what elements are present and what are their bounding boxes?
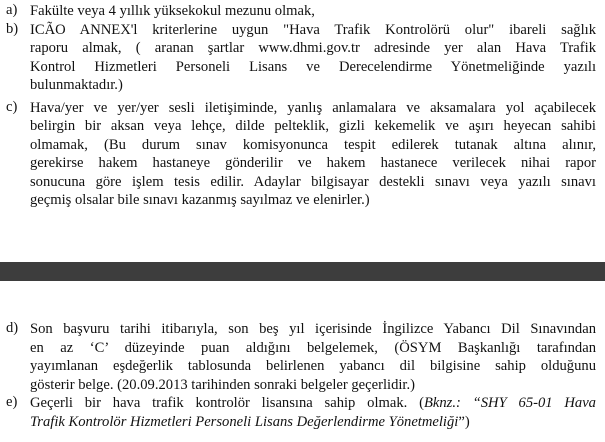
list-item-a [6,2,596,21]
item-marker: b) [6,20,19,37]
item-text-line: en az ‘C’ düzeyinde puan aldığını belgelemek, (ÖSYM Başkanlığı tarafından [30,339,596,356]
item-marker: c) [6,98,18,115]
list-item-c [6,99,596,210]
item-text-line: Son başvuru tarihi itibarıyla, son beş yıl içerisinde İngilizce Yabancı Dil Sınavından [30,321,596,337]
item-text-line: sonucuna göre işlem tesis edilir. Adaylar bilgisayar destekli sınavı veya yazılı sınavı [30,173,596,190]
requirements-list-bottom [6,320,596,431]
item-text-line [30,394,596,413]
item-text-line: Fakülte veya 4 yıllık yüksekokul mezunu olmak, [30,3,315,19]
item-text-line: gerekirse hakem hastaneye gönderilir ve hakem hastanece verilecek nihai rapor [30,155,596,171]
item-marker: d) [6,320,19,336]
item-text-line: Hava/yer ve yer/yer sesli iletişiminde, yanlış anlamalara ve aksamalara yol açabilecek [30,99,596,116]
item-text-line: yayımlanan eşdeğerlik tablosunda belirlenen yabancı dil bilgisine sahip olduğunu [30,358,596,374]
item-text-line: olmamak, (Bu durum sınav komisyonunca tespit edilerek tutanak altına alınır, [30,136,596,153]
item-text-line: Kontrol Hizmetleri Personeli Lisans ve Derecelendirme Yönetmeliğinde yazılı [30,58,596,75]
item-text-line: bulunmaktadır.) [30,77,123,93]
item-text-line: gösterir belge. (20.09.2013 tarihinden sonraki belgeler geçerlidir.) [30,376,415,393]
item-text-line [30,413,596,432]
item-marker: e) [6,394,18,410]
item-text-line: ICÃO ANNEX'l kriterlerine uygun "Hava Trafik Kontrolörü olur" ibareli sağlık [30,21,596,38]
item-text-italic: Bknz.: “SHY 65-01 Hava [423,395,596,411]
item-text-normal: ”) [458,413,470,430]
item-text-line: raporu almak, ( aranan şartlar www.dhmi.gov.tr adresinde yer alan Hava Trafik [30,40,596,56]
item-text-italic: Trafik Kontrolör Hizmetleri Personeli Lisans Değerlendirme Yönetmeliği [30,413,459,430]
requirements-list-top [6,2,596,210]
list-item-b [6,21,596,95]
item-text-normal: Geçerli bir hava trafik kontrolör lisansına sahip olmak. ( [30,395,424,411]
page-break-divider [0,262,605,281]
item-text-line: belirgin bir aksan veya lehçe, dilde pelteklik, gizli kekemelik ve aşırı heyecan sahibi [30,118,596,134]
list-item-e [6,394,596,431]
item-text-line: geçmiş olsalar bile sınavı kazanmış sayılmaz ve elenirler.) [30,192,370,208]
list-item-d [6,320,596,394]
item-marker: a) [6,2,18,18]
